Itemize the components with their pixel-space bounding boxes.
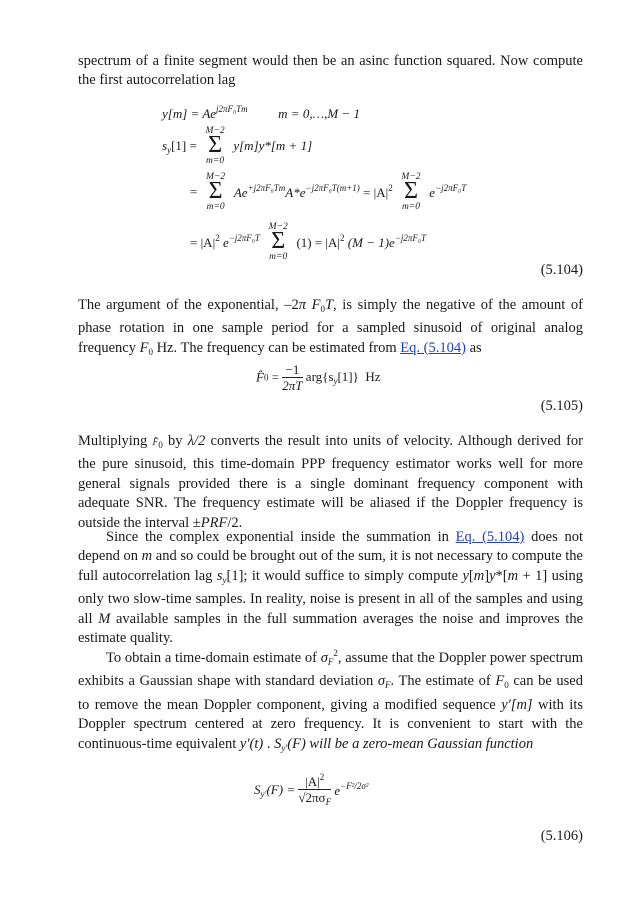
- fraction: $\frac{|A|^2}{√2\pi\sigma_F}$: [298, 772, 332, 807]
- paragraph-5: To obtain a time-domain estimate of $\sigma_F^2$, assume that the Doppler power spectrum exhibits a Gaussian shape with standard deviation $\sigma_F$. The estimate of $F_0$ can be used to remove the mean Doppler component, giving a modified sequence y′[m] with its Doppler spectrum centered at zero frequency. It is convenient to start with the continuous-time equivalent y′(t) . $S_{y'}(F)$ will be a zero-mean Gaussian function: [78, 648, 583, 753]
- paragraph-4: Since the complex exponential inside the summation in Eq. (5.104) does not depend on m and so could be brought out of the sum, it is not necessary to compute the full autocorrelation lag $s_y[1]$; it would suffice to simply compute y[m]y*[m + 1] using only two slow-time samples. In reality, noise is present in all of the samples and using all M available samples in the full summation averages the noise and improves the estimate quality.: [78, 529, 584, 647]
- eq-line-1: $y[m] = Ae^{j2\pi F_0Tm}$ m = 0,…,M − 1: [162, 104, 360, 121]
- eq-line-3: = M−2 Σ m=0 $Ae^{+j2\pi F_0Tm}A*e^{-j2\pi F_0T(m+1)} = |A|^2$ M−2 Σ m=0 $e^{-j2\pi F_0T}$: [190, 172, 467, 212]
- paragraph-2: The argument of the exponential, –2π $F_0T$, is simply the negative of the amount of phase rotation in one sample period for a sampled sinusoid of original analog frequency $F_0$ Hz. The frequency can be estimated from Eq. (5.104) as: [78, 297, 583, 357]
- paragraph-1: spectrum of a finite segment would then be an asinc function squared. Now compute the first autocorrelation lag: [78, 53, 583, 89]
- eq-5-104-link[interactable]: Eq. (5.104): [400, 339, 466, 356]
- eq-105-body: F̂0 = $\frac{-1}{2\pi T}$ $arg\{s_y[1]\}$ Hz: [256, 362, 381, 393]
- sum-symbol: Σ: [403, 178, 418, 204]
- paragraph-3: Multiplying $F̂_0$ by λ/2 converts the result into units of velocity. Although derived for the pure sinusoid, this time-domain PPP frequency estimator works well for more general signals provided there is a single dominant frequency component with adequate SNR. The frequency estimate will be aliased if the Doppler frequency is outside the interval ±PRF/2.: [78, 433, 583, 531]
- fraction: $\frac{-1}{2\pi T}$: [282, 362, 303, 393]
- equation-number-5-105: (5.105): [540, 398, 583, 414]
- sum-symbol: Σ: [208, 132, 223, 158]
- eq-line-2: $s_y[1]$ = M−2 Σ m=0 y[m]y*[m + 1]: [162, 126, 313, 166]
- equation-number-5-106: (5.106): [540, 828, 583, 844]
- equation-number-5-104: (5.104): [540, 262, 583, 278]
- eq-line-4: = $|A|^2$ $e^{-j2\pi F_0T}$ M−2 Σ m=0 $(1) = |A|^2$ $(M - 1)e^{-j2\pi F_0T}$: [190, 222, 427, 262]
- eq-5-104-link[interactable]: Eq. (5.104): [455, 529, 525, 545]
- eq-106-body: $S_{y'}(F)$ = $\frac{|A|^2}{√2\pi\sigma_F}$ $e^{-F^2/2\sigma^2}$: [254, 770, 369, 810]
- sum-symbol: Σ: [271, 228, 286, 254]
- sum-symbol: Σ: [208, 178, 223, 204]
